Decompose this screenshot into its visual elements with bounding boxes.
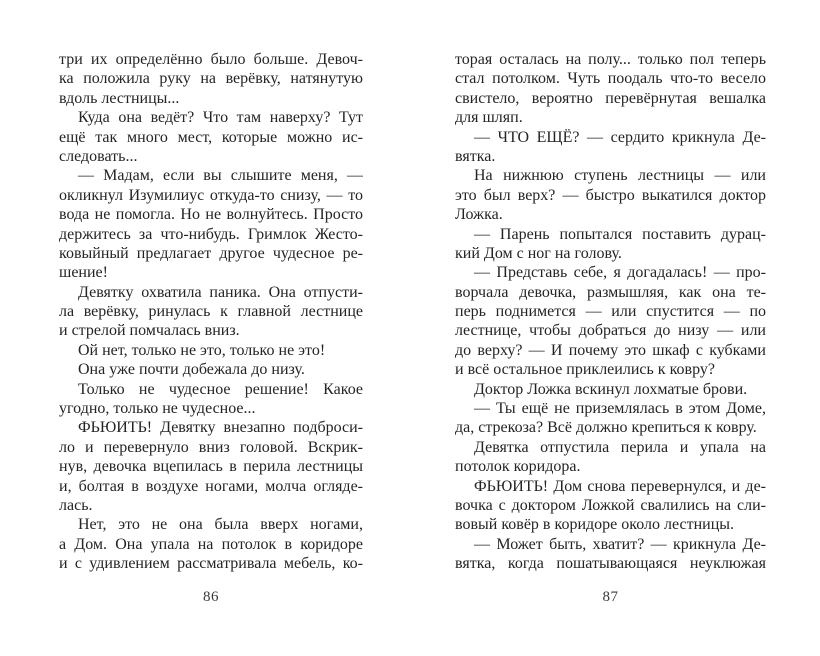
text-line: ло и перевернуло вниз головой. Вскрик- (59, 438, 363, 456)
text-line: ковыйный предлагает другое чудесное ре- (59, 244, 363, 262)
text-line: — Представь себе, я догадалась! — про- (474, 264, 766, 282)
text-line: ФЬЮИТЬ! Дом снова перевернулся, и де- (474, 477, 766, 495)
text-line: Доктор Ложка вскинул лохматые брови. (474, 380, 748, 398)
text-line: три их определённо было больше. Девоч- (59, 51, 363, 68)
text-line: угодно, только не чудесное... (59, 400, 256, 418)
text-line: потолок коридора. (455, 458, 581, 476)
text-line: и с удивлением рассматривала мебель, ко- (59, 555, 363, 573)
text-line: Она уже почти добежала до низу. (78, 361, 305, 379)
text-line: да, стрекоза? Всё должно крепиться к ковру. (455, 419, 757, 437)
page-right-text (455, 50, 766, 574)
text-line: — Может быть, хватит? — крикнула Де- (474, 535, 766, 553)
text-line: и всё остальное приклеились к ковру? (455, 361, 715, 379)
text-line: ещё так много мест, которые можно ис- (59, 128, 363, 146)
text-line: вочка с доктором Ложкой свалились на сли- (455, 496, 766, 514)
text-line: — ЧТО ЕЩЁ? — сердито крикнула Де- (474, 128, 766, 146)
text-line: ворчала девочка, размышляя, как она те- (455, 283, 766, 301)
text-line: нув, девочка вцепилась в перила лестницы (59, 458, 363, 476)
page-right[interactable] (410, 0, 820, 656)
text-line: Девятка отпустила перила и упала на (474, 438, 766, 456)
text-line: и, болтая в воздухе ногами, молча огляде- (59, 477, 363, 495)
text-line: стал потолком. Чуть поодаль что-то весело (455, 70, 766, 88)
text-line: вятка, когда пошатывающаяся неуклюжая (455, 555, 766, 573)
text-line: держитесь за что-нибудь. Гримлок Жесто- (59, 225, 363, 243)
text-line: Ой нет, только не это, только не это! (78, 341, 326, 359)
text-line: Только не чудесное решение! Какое (78, 380, 363, 398)
text-line: вовый ковёр в коридоре около лестницы. (455, 516, 734, 534)
text-line: и стрелой помчалась вниз. (59, 322, 240, 340)
text-line: ка положила руку на верёвку, натянутую (59, 70, 363, 88)
text-line: до верху? — И почему это шкаф с кубками (455, 341, 766, 359)
text-line: вятка. (455, 147, 496, 165)
text-line: для шляп. (455, 109, 523, 127)
text-line: это был верх? — быстро выкатился доктор (455, 186, 766, 204)
text-line: Нет, это не она была вверх ногами, (78, 516, 363, 534)
page-right-number: 87 (602, 589, 619, 605)
text-line: окликнул Изумилиус откуда-то снизу, — то (59, 186, 363, 204)
text-line: кий Дом с ног на голову. (455, 244, 622, 262)
text-line: лась. (59, 496, 93, 514)
text-line: вода не помогла. Но не волнуйтесь. Просто (59, 206, 363, 224)
text-line: На нижнюю ступень лестницы — или (474, 167, 766, 185)
text-line: перь поднимется — или спустится — по (455, 303, 766, 321)
text-line: — Парень попытался поставить дурац- (474, 225, 766, 243)
text-line: ла верёвку, ринулась к главной лестнице (59, 303, 363, 321)
text-line: торая осталась на полу... только пол теперь (455, 51, 766, 68)
text-line: свистело, вероятно перевёрнутая вешалка (455, 89, 766, 107)
text-line: — Мадам, если вы слышите меня, — (78, 167, 363, 185)
text-line: ФЬЮИТЬ! Девятку внезапно подброси- (78, 419, 363, 437)
text-line: а Дом. Она упала на потолок в коридоре (59, 535, 363, 553)
text-line: Куда она ведёт? Что там наверху? Тут (78, 109, 363, 127)
text-line: шение! (59, 264, 108, 282)
page-left-text (59, 50, 363, 574)
text-line: лестнице, чтобы добраться до низу — или (455, 322, 766, 340)
text-line: — Ты ещё не приземлялась в этом Доме, (474, 400, 766, 418)
text-line: Ложка. (455, 206, 503, 224)
page-left-number: 86 (203, 589, 219, 605)
text-line: следовать... (59, 147, 138, 165)
text-line: вдоль лестницы... (59, 89, 180, 107)
text-line: Девятку охватила паника. Она отпусти- (78, 283, 363, 301)
